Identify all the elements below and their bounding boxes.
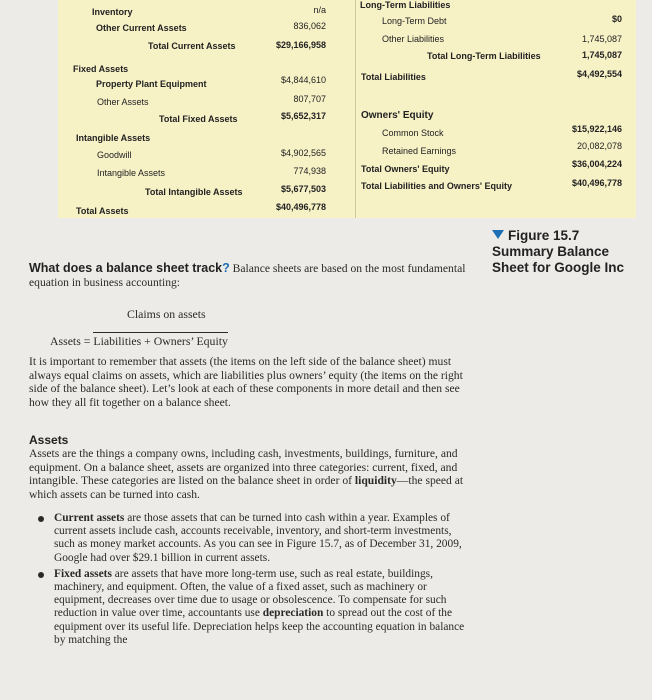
other-liabilities-label: Other Liabilities	[382, 34, 445, 44]
paragraph-assets-claims: It is important to remember that assets (the items on the left side of the balance sheet) must always equal claims on assets, which are liabilities plus owners’ equity (the items on the right side of the balance sheet). Let’s look at each of these components in more detail and then see how they all fit together on a balance sheet.	[29, 355, 463, 409]
triangle-marker-icon	[492, 230, 504, 239]
total-liabilities-label: Total Liabilities	[361, 72, 426, 82]
figure-title-line2: Sheet for Google Inc	[492, 260, 625, 275]
inventory-label: Inventory	[92, 7, 133, 17]
other-liabilities-value: 1,745,087	[581, 34, 622, 44]
other-assets-label: Other Assets	[97, 97, 149, 107]
equation-claims-label: Claims on assets	[127, 307, 206, 321]
goodwill-label: Goodwill	[97, 150, 132, 160]
asset-types-list	[36, 512, 474, 650]
figure-number: Figure 15.7	[492, 228, 624, 244]
total-long-term-liabilities-value: 1,745,087	[581, 50, 622, 60]
common-stock-value: $15,922,146	[571, 124, 622, 134]
list-item-current-assets: Current assets are those assets that can be turned into cash within a year. Examples of current assets include cash, accounts receivable, inventory, and short-term investments, such as money market accounts. As you can see in Figure 15.7, as of December 31, 2009, Google had over $29.1 billion in current assets.	[36, 512, 474, 565]
fixed-assets-heading: Fixed Assets	[73, 64, 129, 74]
section-question: What does a balance sheet track?	[29, 261, 230, 275]
list-item-fixed-assets: Fixed assets are assets that have more long-term use, such as real estate, buildings, machinery, and equipment. Often, the value of a fixed asset, such as machinery or equipment, decreases over time due to usage or obsolescence. To compensate for such reduction in value over time, accountants use depreciation to spread out the cost of the equipment over its useful life. Depreciation helps keep the accounting equation in balance by matching the	[36, 568, 474, 647]
retained-earnings-value: 20,082,078	[576, 141, 622, 151]
depreciation-term: depreciation	[262, 607, 324, 620]
intangible-assets-line-label: Intangible Assets	[97, 168, 166, 178]
total-intangible-assets-value: $5,677,503	[280, 184, 326, 194]
ppe-label: Property Plant Equipment	[96, 79, 207, 89]
total-liabilities-equity-label: Total Liabilities and Owners' Equity	[361, 181, 512, 191]
other-current-assets-label: Other Current Assets	[96, 23, 187, 33]
figure-caption	[492, 228, 624, 276]
bullet-icon	[38, 516, 44, 522]
total-assets-value: $40,496,778	[275, 202, 326, 212]
accounting-equation: Assets = Liabilities + Owners’ Equity	[50, 334, 228, 348]
intangible-assets-heading: Intangible Assets	[76, 133, 151, 143]
total-owners-equity-label: Total Owners' Equity	[361, 164, 450, 174]
long-term-debt-value: $0	[611, 14, 622, 24]
owners-equity-heading: Owners' Equity	[361, 110, 434, 121]
figure-title-line1: Summary Balance	[492, 244, 610, 259]
long-term-liabilities-heading: Long-Term Liabilities	[360, 0, 451, 10]
bullet-icon	[38, 572, 44, 578]
intro-text: Balance sheets are based on the most fundamental equation in business accounting:	[29, 262, 466, 289]
total-liabilities-value: $4,492,554	[576, 69, 622, 79]
total-long-term-liabilities-label: Total Long-Term Liabilities	[427, 51, 541, 61]
goodwill-value: $4,902,565	[280, 148, 326, 158]
other-assets-value: 807,707	[293, 94, 326, 104]
total-owners-equity-value: $36,004,224	[571, 159, 622, 169]
total-current-assets-label: Total Current Assets	[148, 41, 236, 51]
total-liabilities-equity-value: $40,496,778	[571, 178, 622, 188]
retained-earnings-label: Retained Earnings	[382, 146, 457, 156]
common-stock-label: Common Stock	[382, 128, 444, 138]
total-fixed-assets-value: $5,652,317	[280, 111, 326, 121]
total-current-assets-value: $29,166,958	[275, 40, 326, 50]
total-assets-label: Total Assets	[76, 206, 129, 216]
ppe-value: $4,844,610	[280, 75, 326, 85]
assets-heading: Assets	[29, 433, 69, 447]
long-term-debt-label: Long-Term Debt	[382, 16, 447, 26]
liquidity-term: liquidity	[354, 474, 397, 487]
total-fixed-assets-label: Total Fixed Assets	[159, 114, 238, 124]
column-divider	[355, 0, 356, 218]
assets-paragraph: Assets are the things a company owns, including cash, investments, buildings, furniture, and equipment. On a balance sheet, assets are organized into three categories: current, fixed, and intangible. These categories are listed on the balance sheet in order of liquidity—the speed at which assets can be turned into cash.	[29, 447, 464, 501]
total-intangible-assets-label: Total Intangible Assets	[145, 187, 243, 197]
intangible-assets-line-value: 774,938	[293, 166, 326, 176]
intro-paragraph	[29, 262, 477, 289]
other-current-assets-value: 836,062	[293, 21, 326, 31]
inventory-value: n/a	[313, 5, 326, 15]
